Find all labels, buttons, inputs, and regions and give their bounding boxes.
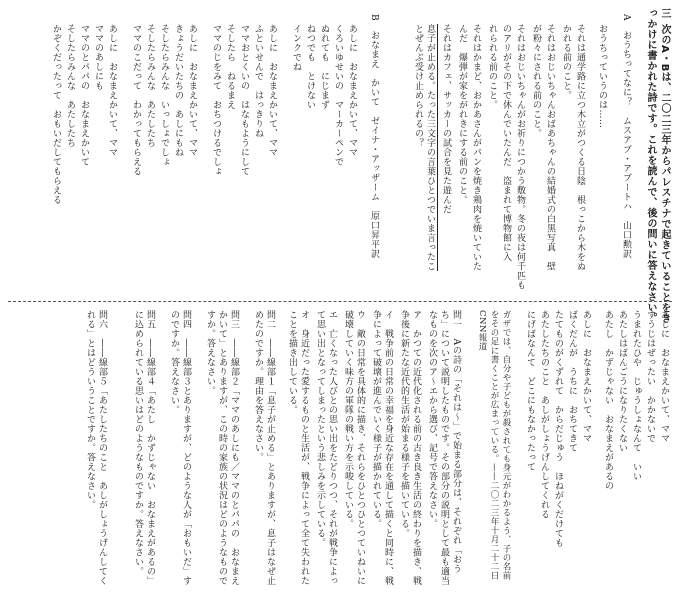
question-text: 問六 ――線部５「あたしたちのこと あしがしょうげんしてくれる」とはどういうことですか。答えなさい。	[85, 310, 107, 586]
question-text: 問一 Aの詩の「それは〜」で始まる部分は、それぞれ「おうち」について説明したものです。その部分の説明として最も適当なものを次のア〜エから選び、記号で答えなさい。	[427, 310, 461, 586]
poem-b-line: ねつでも とけない	[305, 24, 315, 110]
poem-b-line: そしたら ねるまえ	[225, 24, 235, 110]
poem-b-line: ママのこだって わかってもらえる	[131, 24, 141, 176]
poem-b-line: あしに おなまえかいて、ママ	[347, 24, 357, 157]
question-number: 三	[659, 8, 670, 19]
poem-b-cont-line: うまれたひや じゅうしょなんて いい	[631, 310, 641, 481]
poem-a-line: んだ 爆弾が家をがれきにする前のこと。	[457, 24, 467, 205]
poem-b-cont-line: たてものがくずれて からだじゅう ほねがくだけても	[553, 310, 563, 548]
question-instruction-line: 次のA・Bは、二〇二三年からパレスチナで起きていることをき	[659, 24, 670, 324]
poem-a-header: A おうちってなに？ ムスアブ・アブートハ 山口勲訳	[621, 14, 631, 259]
poem-b-cont-line: にげばなんて どこにもなかったって	[525, 310, 535, 472]
poem-a-line: それは通学路に立つ木立がつくる日陰 根っこから木をぬ	[575, 24, 585, 271]
poem-b-line: ママのじをみて おちつけるでしょ	[211, 24, 221, 176]
poem-b-cont-line: あしに おなまえかいて、ママ	[659, 310, 669, 443]
poem-b-line: くろいゆせいの マーカーペンで	[333, 24, 343, 167]
poem-b-line: あしに おなまえかいて、ママ	[187, 24, 197, 157]
poem-b-line: あしに おなまえかいて、ママ	[107, 24, 117, 157]
poem-b-header: B おなまえ かいて ゼイナ・アッザーム 原口昇平訳	[369, 14, 379, 259]
poem-b-line: そしたらみんな あたしたち	[65, 24, 75, 148]
poem-b-line: ママおとくいの はなもようにして	[239, 24, 249, 176]
poem-b-line: あしに おなまえかいて、ママ	[267, 24, 277, 157]
poem-b-cont-line: あしに おなまえかいて、ママ	[581, 310, 591, 443]
question-text: 問五 ――線部４「あたし かずじゃない おなまえがあるの」に込められている思いはどのようなものですか。答えなさい。	[133, 310, 155, 586]
poem-b-line: きょうだいたちの あしにもね	[173, 24, 183, 157]
poem-a-line: が粉々にされる前のこと。	[531, 24, 541, 138]
poem-a-line: おうちっていうのは……	[597, 24, 607, 129]
poem-a-line: それはカフェ、サッカーの試合を見た遊んだ	[441, 24, 451, 214]
poem-b-line: ママのあしにも	[93, 24, 103, 91]
poem-b-line: そしたらみんな いっしょでしょ	[159, 24, 169, 167]
choice-text: ア かつての近代化される前の古き良き生活の終わりを描き、戦争後に新たな近代的生活が始まる様子を描いている。	[399, 310, 421, 586]
section-divider	[8, 301, 672, 302]
choice-text: ウ 敵の日常を具体的に描き、それらをひとつひとつていねいに破壊していく味方の軍隊の戦い方を示唆している。	[343, 310, 365, 586]
poem-a-line: かれる前のこと。	[561, 24, 571, 100]
poem-b-cont-line: あたしたちのこと あしがしょうげんしてくれる	[539, 310, 549, 519]
source-note: ガザでは、自分や子どもが殺されても身元がわかるよう、子の名前をその足に書くことが広まっている。——二〇二三年十月二十二日 CNN報道	[477, 310, 511, 589]
choice-text: オ 身近だった愛するものと生活が、戦争によって全て失われたことを描き出している。	[287, 310, 309, 586]
poem-b-line: かぞくだったって おもいだしてもらえる	[51, 24, 61, 205]
poem-b-line: ぬれても にじまず	[319, 24, 329, 110]
poem-b-cont-line: ばくだんが うちに おちてきて	[567, 310, 577, 453]
question-instruction-line: っかけに書かれた詩です。これを読んで、後の問いに答えなさい。	[645, 8, 656, 323]
question-text: 問二 ――線部１「息子が止める」とありますが、息子はなぜ止めたのですか。理由を答えなさい。	[253, 310, 275, 586]
poem-b-cont-line: あたしはばんごうになりたくない	[617, 310, 627, 453]
choice-text: イ 戦争前の日常の幸福を身近な存在を通して描くと同時に、戦争によって破壊が進んでいく様子が描かれている。	[371, 310, 393, 586]
poem-b-line: そしたらみんな あたしたち	[145, 24, 155, 148]
poem-b-cont-line: すうじはぜったい かかないで	[645, 310, 655, 443]
choice-text: エ 亡くなった人びとの思い出をたどりつつ、それが戦争によって思い出となってしまったという悲しみを示している。	[315, 310, 337, 586]
question-text: 問三 ――線部２「ママのあしにも／ママのとパパの おなまえかいて」とありますが、この時の家族の状況はどのようなものですか。答えなさい。	[205, 310, 239, 586]
poem-a-line: それはかまど、おかあさんがパンを焼き鶏肉を焼いていた	[471, 24, 481, 271]
poem-a-line: 息子が止める。たった三文字の言葉ひとつでいま言ったこ	[424, 24, 438, 271]
poem-b-line: ふといせんで はっきりね	[253, 24, 263, 138]
poem-b-line: ママのとパパの おなまえかいて	[79, 24, 89, 167]
poem-a-line: それはおじいちゃんおばあちゃんの結婚式の白黒写真 壁	[545, 24, 555, 271]
poem-a-line: とぜんぶ受け止められるの？	[413, 24, 423, 148]
poem-a-line: のアリがその下で休んでいたんだ 盗まれて博物館に入	[501, 24, 511, 262]
poem-a-line: れられる前のこと。	[487, 24, 497, 110]
poem-b-line: インクでね	[291, 24, 301, 72]
question-text: 問四 ――線部３とありますが、どのような人が「おもいだ」すのですか。答えなさい。	[169, 310, 191, 586]
poem-b-cont-line: あたし かずじゃない おなまえがあるの	[603, 310, 613, 491]
poem-a-line: それはおじいちゃんがお祈りにつかう敷物。冬の夜は何千匹も	[515, 24, 525, 290]
